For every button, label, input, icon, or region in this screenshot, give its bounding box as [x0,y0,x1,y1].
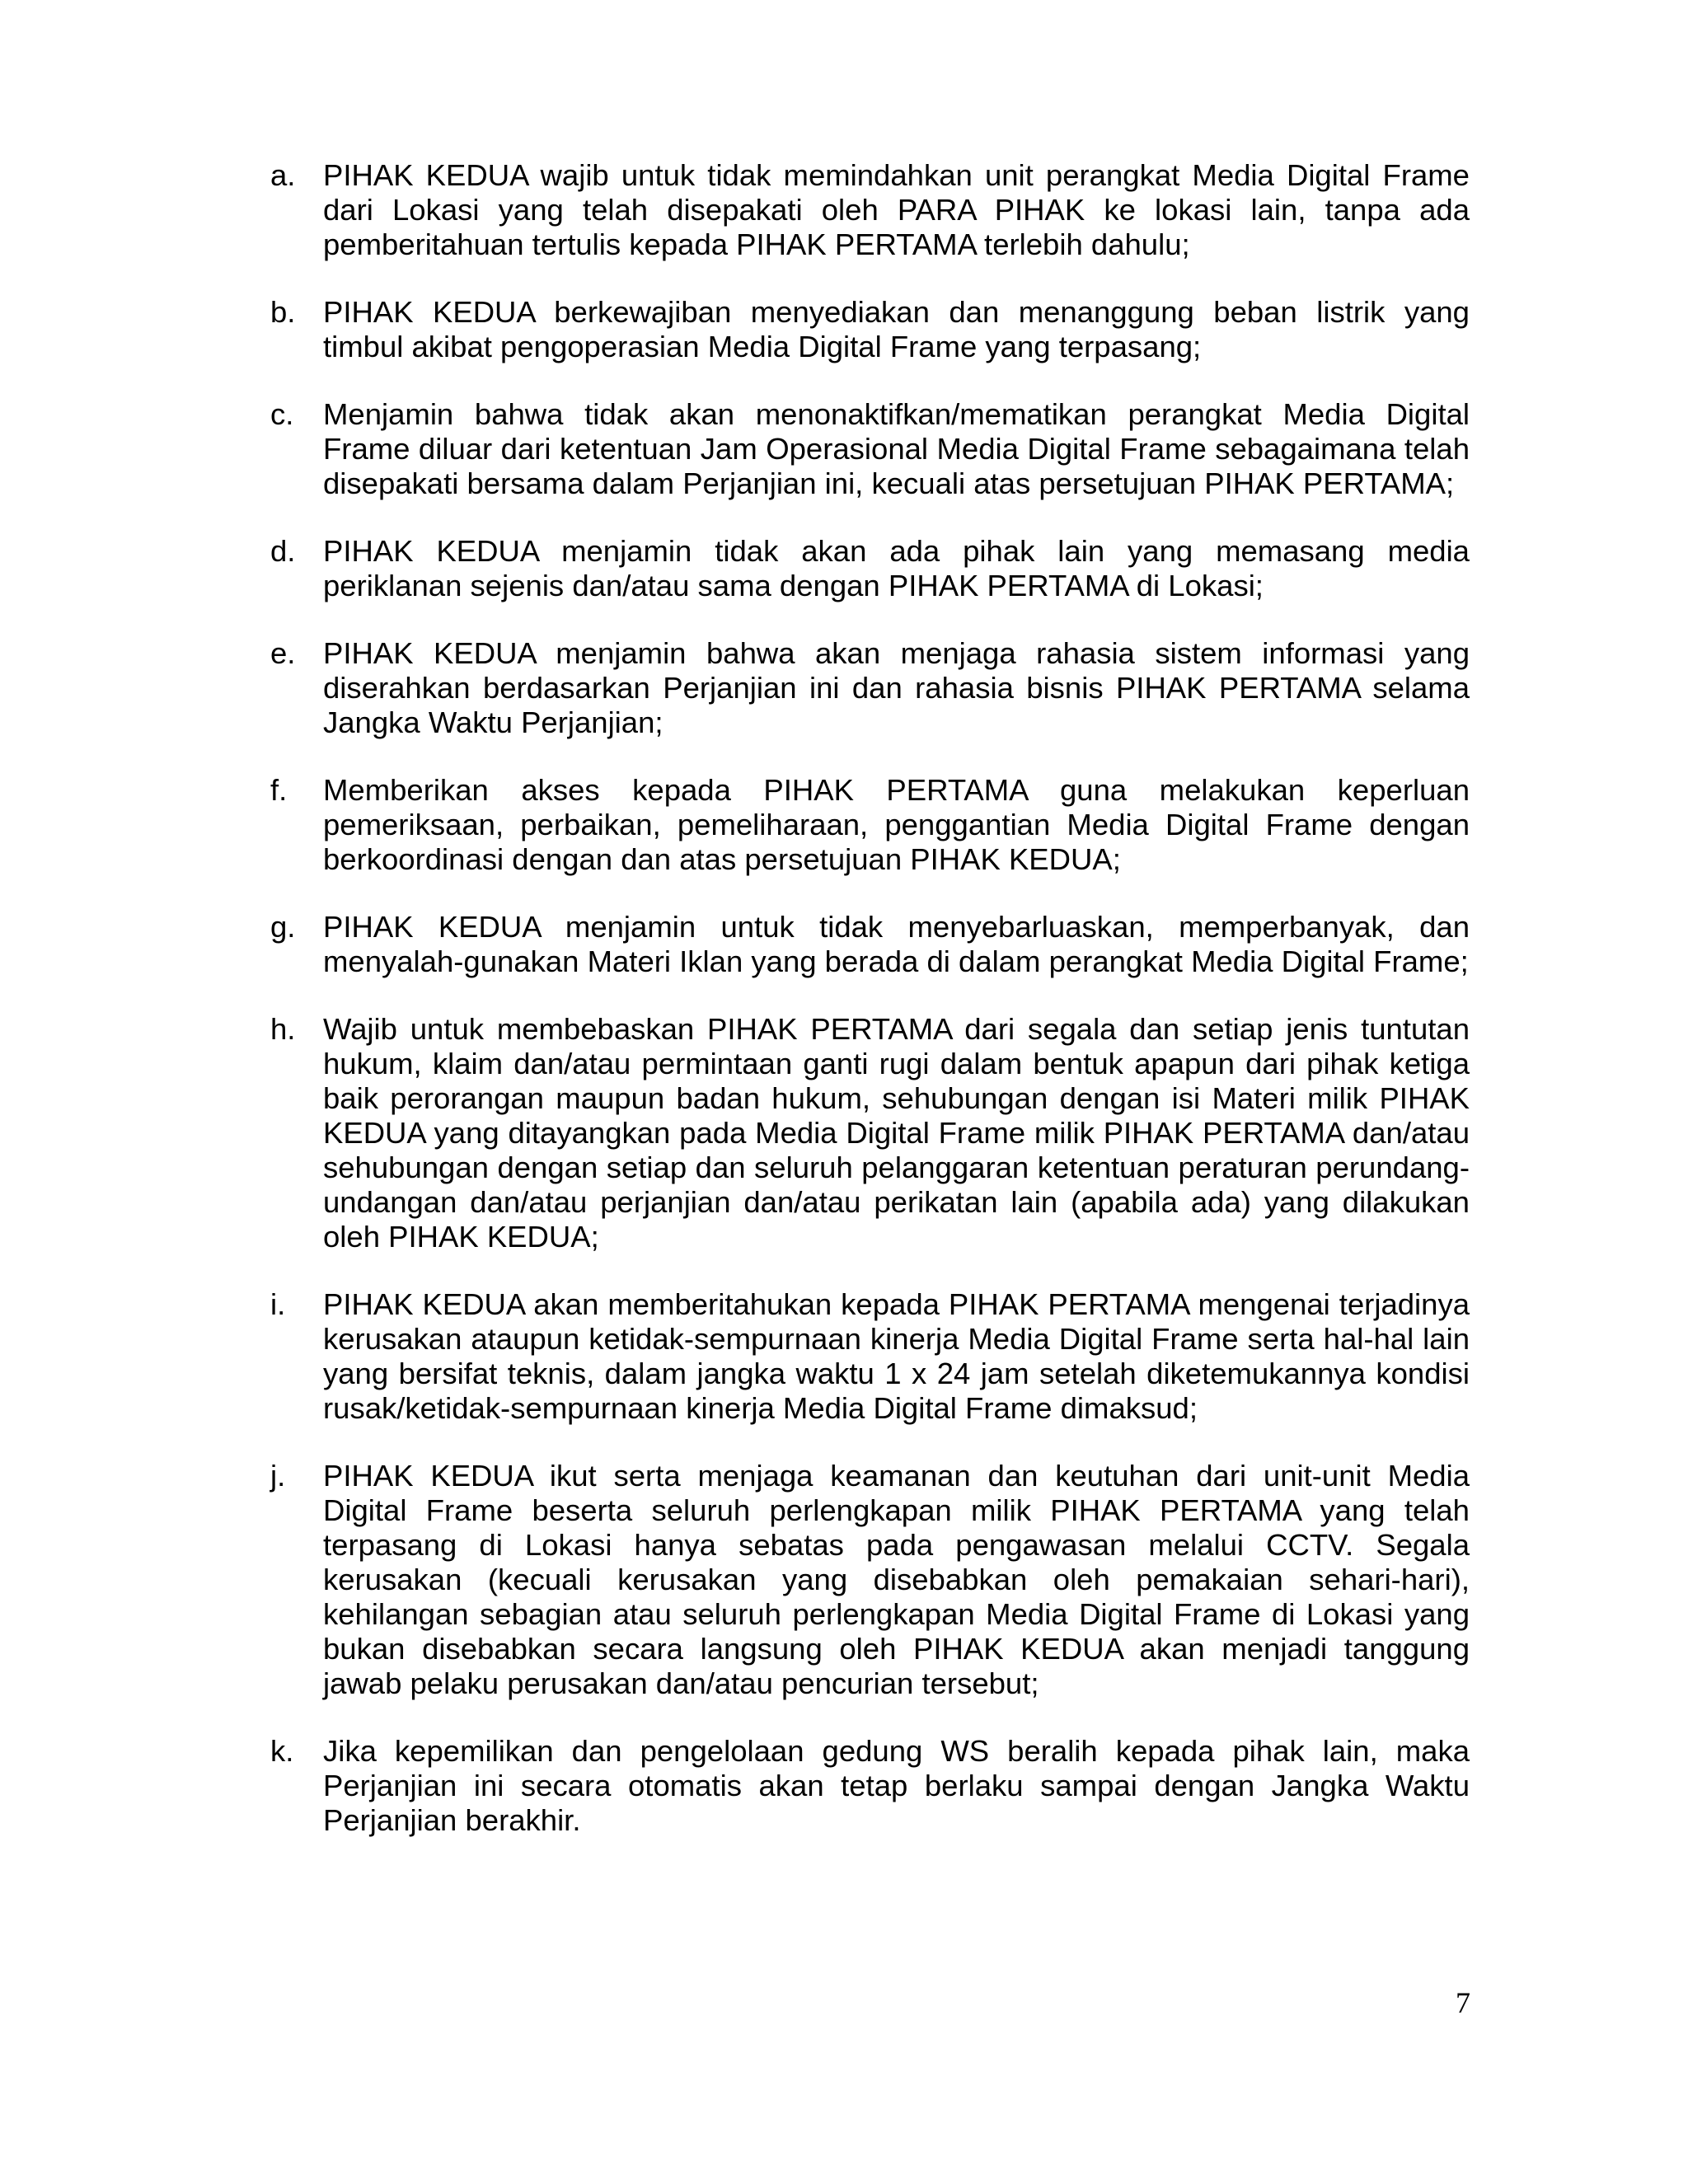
clause-text: Memberikan akses kepada PIHAK PERTAMA guna melakukan keperluan pemeriksaan, perbaikan, pemeliharaan, penggantian Media Digital Frame dengan berkoordinasi dengan dan atas persetujuan PIHAK KEDUA; [323,773,1470,876]
clause-text: PIHAK KEDUA berkewajiban menyediakan dan menanggung beban listrik yang timbul akibat pengoperasian Media Digital Frame yang terpasang; [323,295,1470,363]
clause-marker: j. [270,1459,286,1493]
clause-c [270,397,1470,501]
clause-f [270,773,1470,877]
clause-g [270,910,1470,979]
clause-text: Jika kepemilikan dan pengelolaan gedung WS beralih kepada pihak lain, maka Perjanjian ini secara otomatis akan tetap berlaku sampai dengan Jangka Waktu Perjanjian berakhir. [323,1734,1470,1837]
clause-text: Wajib untuk membebaskan PIHAK PERTAMA dari segala dan setiap jenis tuntutan hukum, klaim dan/atau permintaan ganti rugi dalam bentuk apapun dari pihak ketiga baik perorangan maupun badan hukum, sehubungan dengan isi Materi milik PIHAK KEDUA yang ditayangkan pada Media Digital Frame milik PIHAK PERTAMA dan/atau sehubungan dengan setiap dan seluruh pelanggaran ketentuan peraturan perundang-undangan dan/atau perjanjian dan/atau perikatan lain (apabila ada) yang dilakukan oleh PIHAK KEDUA; [323,1012,1470,1254]
clause-marker: f. [270,773,288,807]
clause-marker: i. [270,1287,286,1321]
clause-marker: g. [270,910,296,944]
clause-list [270,158,1470,1871]
clause-e [270,636,1470,740]
page-number: 7 [1456,1986,1470,2019]
clause-text: PIHAK KEDUA ikut serta menjaga keamanan dan keutuhan dari unit-unit Media Digital Frame beserta seluruh perlengkapan milik PIHAK PERTAMA yang telah terpasang di Lokasi hanya sebatas pada pengawasan melalui CCTV. Segala kerusakan (kecuali kerusakan yang disebabkan oleh pemakaian sehari-hari), kehilangan sebagian atau seluruh perlengkapan Media Digital Frame di Lokasi yang bukan disebabkan secara langsung oleh PIHAK KEDUA akan menjadi tanggung jawab pelaku perusakan dan/atau pencurian tersebut; [323,1459,1470,1700]
clause-k [270,1734,1470,1838]
clause-marker: d. [270,534,296,568]
clause-b [270,295,1470,364]
clause-marker: h. [270,1012,296,1046]
clause-text: PIHAK KEDUA akan memberitahukan kepada PIHAK PERTAMA mengenai terjadinya kerusakan ataupun ketidak-sempurnaan kinerja Media Digital Frame serta hal-hal lain yang bersifat teknis, dalam jangka waktu 1 x 24 jam setelah diketemukannya kondisi rusak/ketidak-sempurnaan kinerja Media Digital Frame dimaksud; [323,1287,1470,1425]
clause-marker: e. [270,636,296,670]
clause-d [270,534,1470,603]
clause-i [270,1287,1470,1426]
clause-marker: b. [270,295,296,329]
clause-text: PIHAK KEDUA menjamin untuk tidak menyebarluaskan, memperbanyak, dan menyalah-gunakan Materi Iklan yang berada di dalam perangkat Media Digital Frame; [323,910,1470,978]
clause-j [270,1459,1470,1701]
clause-text: Menjamin bahwa tidak akan menonaktifkan/mematikan perangkat Media Digital Frame diluar dari ketentuan Jam Operasional Media Digital Frame sebagaimana telah disepakati bersama dalam Perjanjian ini, kecuali atas persetujuan PIHAK PERTAMA; [323,397,1470,500]
clause-text: PIHAK KEDUA menjamin tidak akan ada pihak lain yang memasang media periklanan sejenis dan/atau sama dengan PIHAK PERTAMA di Lokasi; [323,534,1470,602]
clause-marker: c. [270,397,294,431]
clause-marker: a. [270,158,296,192]
clause-text: PIHAK KEDUA wajib untuk tidak memindahkan unit perangkat Media Digital Frame dari Lokasi yang telah disepakati oleh PARA PIHAK ke lokasi lain, tanpa ada pemberitahuan tertulis kepada PIHAK PERTAMA terlebih dahulu; [323,158,1470,261]
clause-h [270,1012,1470,1254]
clause-marker: k. [270,1734,294,1768]
clause-text: PIHAK KEDUA menjamin bahwa akan menjaga rahasia sistem informasi yang diserahkan berdasarkan Perjanjian ini dan rahasia bisnis PIHAK PERTAMA selama Jangka Waktu Perjanjian; [323,636,1470,739]
clause-a [270,158,1470,262]
